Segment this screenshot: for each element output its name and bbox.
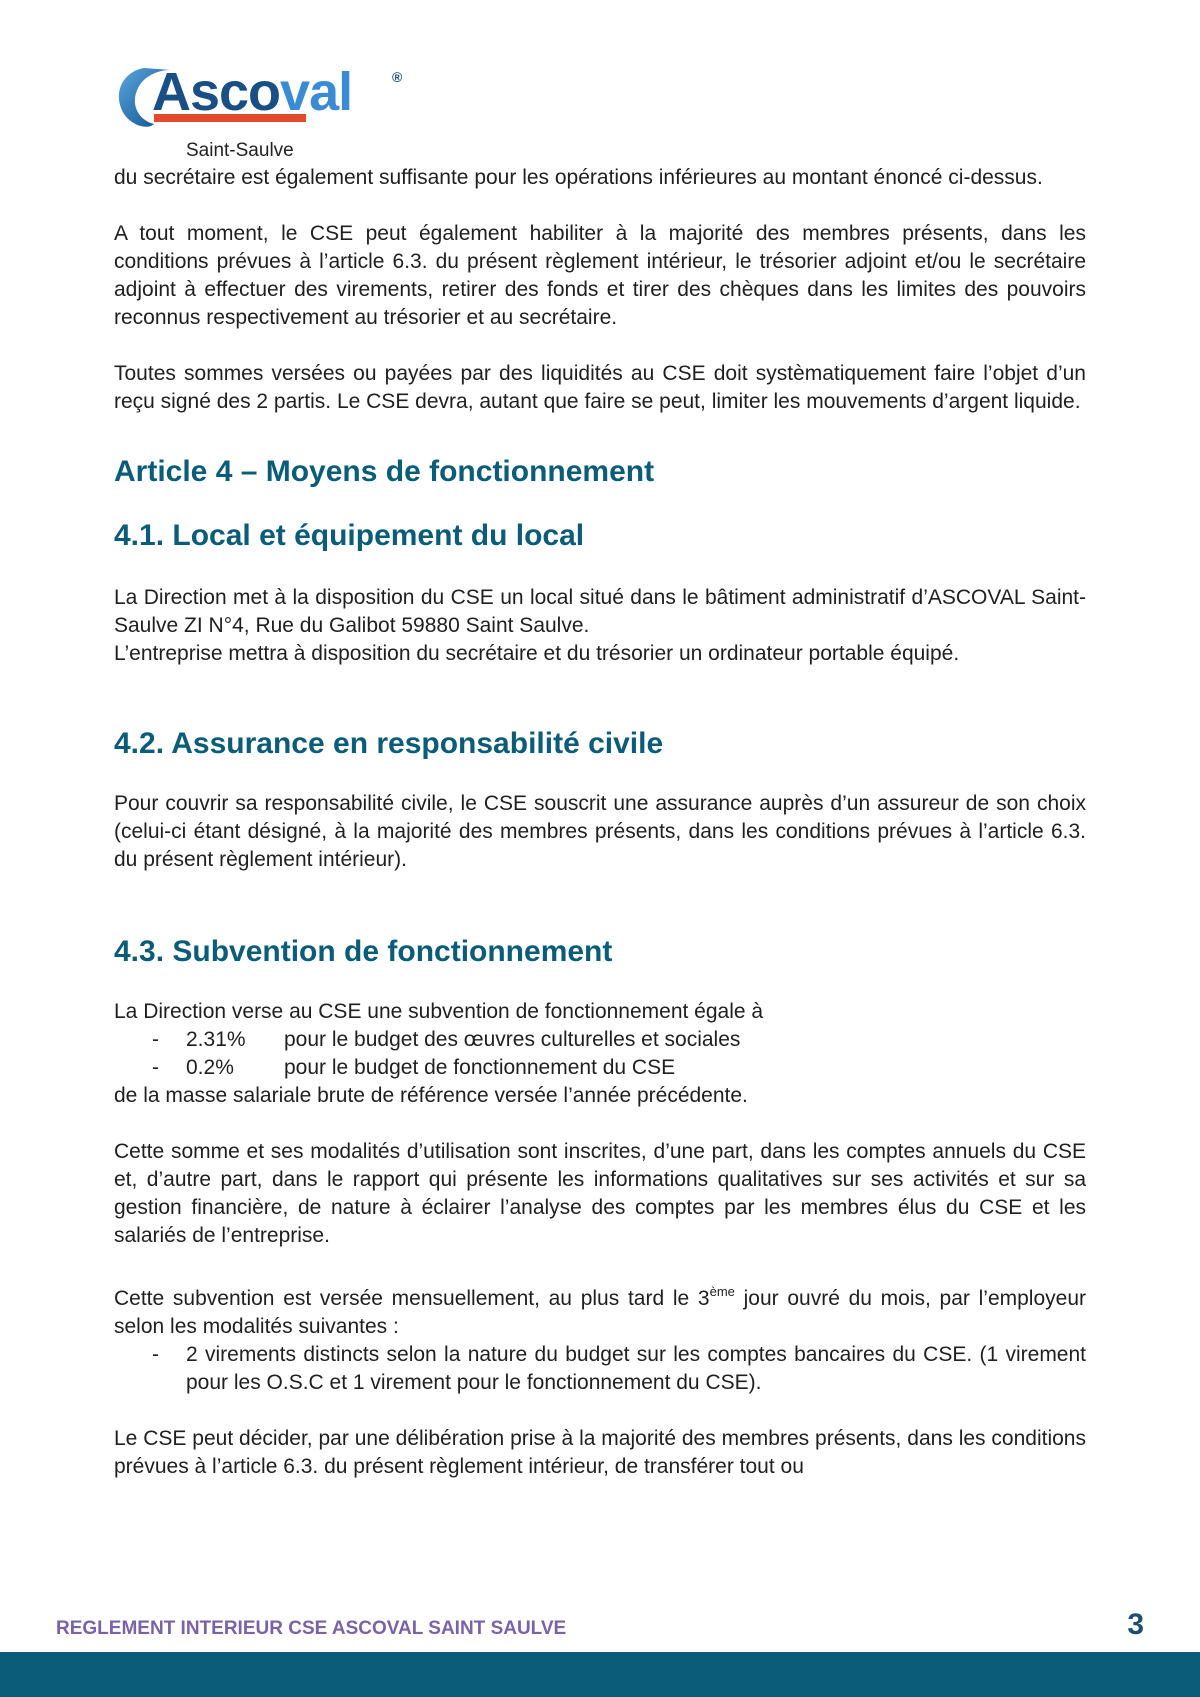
- section-4-2-paragraph: Pour couvrir sa responsabilité civile, le CSE souscrit une assurance auprès d’un assureur de son choix (celui-ci étant désigné, à la majorité des membres présents, dans les conditions prévues à l’article 6.3. du présent règlement intérieur).: [114, 792, 1086, 871]
- footer-bar: [0, 1652, 1200, 1697]
- section-4-3-paragraph-2: Cette somme et ses modalités d’utilisation sont inscrites, d’une part, dans les comptes annuels du CSE et, d’autre part, dans le rapport qui présente les informations qualitatives sur ses activités et sur sa gestion financière, de nature à éclairer l’analyse des comptes par les membres élus du CSE et les salariés de l’entreprise.: [114, 1140, 1086, 1247]
- section-4-3-paragraph-4: Le CSE peut décider, par une délibération prise à la majorité des membres présents, dans les conditions prévues à l’article 6.3. du présent règlement intérieur, de transférer tout ou: [114, 1427, 1086, 1478]
- section-4-1-paragraph-1: La Direction met à la disposition du CSE un local situé dans le bâtiment administratif d’ASCOVAL Saint-Saulve ZI N°4, Rue du Galibot 59880 Saint Saulve.: [114, 586, 1086, 637]
- svg-text:®: ®: [392, 69, 403, 85]
- paragraph-cash-receipts: Toutes sommes versées ou payées par des liquidités au CSE doit systèmatiquement faire l’objet d’un reçu signé des 2 partis. Le CSE devra, autant que faire se peut, limiter les mouvements d’argent liquide.: [114, 362, 1086, 413]
- section-4-1-paragraph-2: L’entreprise mettra à disposition du secrétaire et du trésorier un ordinateur portable équipé.: [114, 642, 960, 665]
- paragraph-authorization: A tout moment, le CSE peut également habiliter à la majorité des membres présents, dans les conditions prévues à l’article 6.3. du présent règlement intérieur, le trésorier adjoint et/ou le secrétaire adjoint à effectuer des virements, retirer des fonds et tirer des chèques dans les limites des pouvoirs reconnus respectivement au trésorier et au secrétaire.: [114, 222, 1086, 329]
- section-4-3-heading: 4.3. Subvention de fonctionnement: [114, 935, 613, 968]
- list-item: - 2 virements distincts selon la nature du budget sur les comptes bancaires du CSE. (1 virement pour les O.S.C et 1 virement pour le fonctionnement du CSE).: [152, 1343, 1086, 1394]
- section-4-1-heading: 4.1. Local et équipement du local: [114, 519, 585, 552]
- section-4-2-heading: 4.2. Assurance en responsabilité civile: [114, 727, 664, 760]
- logo-subtitle: Saint-Saulve: [186, 140, 294, 161]
- section-4-3-after-list: de la masse salariale brute de référence versée l’année précédente.: [114, 1084, 748, 1107]
- section-4-3-intro: La Direction verse au CSE une subvention de fonctionnement égale à: [114, 1000, 764, 1023]
- ascoval-logo: [114, 64, 424, 164]
- footer-title: REGLEMENT INTERIEUR CSE ASCOVAL SAINT SAULVE: [56, 1618, 567, 1639]
- list-item: - 0.2% pour le budget de fonctionnement du CSE: [152, 1056, 676, 1079]
- svg-text:Ascoval: Ascoval: [152, 64, 353, 122]
- paragraph-secretary-continued: du secrétaire est également suffisante pour les opérations inférieures au montant énoncé ci-dessus.: [114, 166, 1043, 189]
- document-body: [114, 164, 1086, 1481]
- article-4-heading: Article 4 – Moyens de fonctionnement: [114, 455, 655, 488]
- page-number: 3: [1127, 1608, 1144, 1641]
- subsidy-list: [114, 1026, 1086, 1082]
- ascoval-logo-mark: [114, 64, 414, 134]
- transfer-list: [114, 1341, 1086, 1397]
- list-item: - 2.31% pour le budget des œuvres culturelles et sociales: [152, 1028, 741, 1051]
- section-4-3-paragraph-3: Cette subvention est versée mensuellement, au plus tard le 3ème jour ouvré du mois, par l’employeur selon les modalités suivantes :: [114, 1284, 1086, 1338]
